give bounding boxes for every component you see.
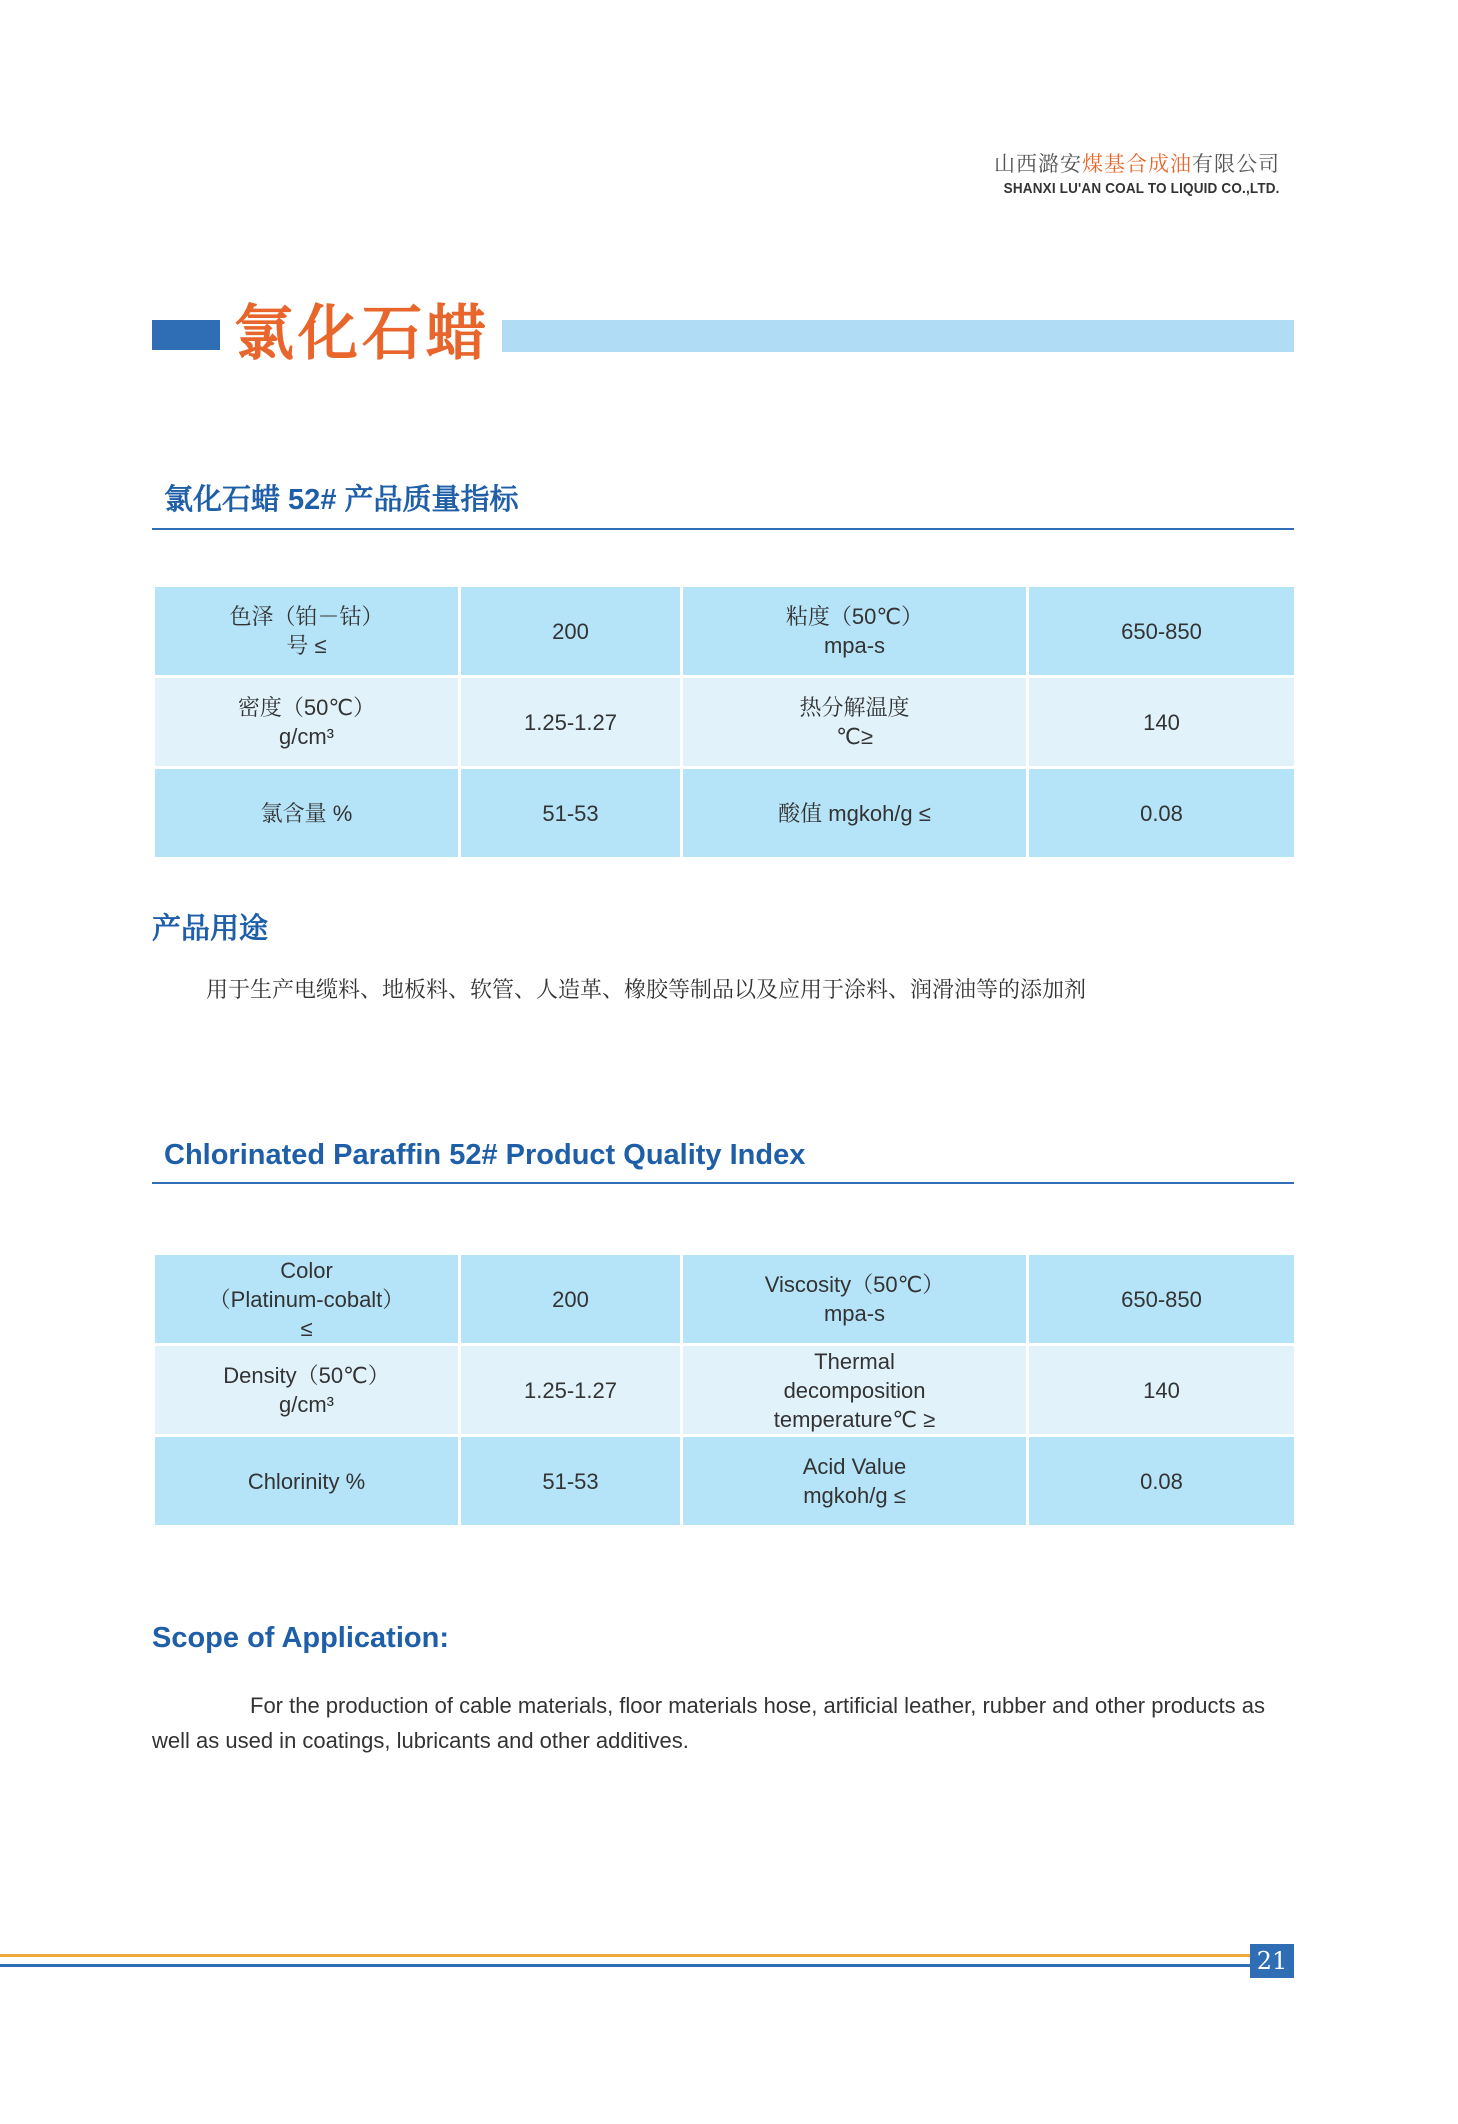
company-name-cn-accent: 煤基合成油 bbox=[1082, 153, 1192, 176]
table-row bbox=[154, 1254, 1296, 1345]
en-section-heading bbox=[152, 1128, 1294, 1184]
table-cell-label: Chlorinity % bbox=[154, 1436, 460, 1527]
company-name-en: SHANXI LU'AN COAL TO LIQUID CO.,LTD. bbox=[1004, 180, 1280, 197]
table-cell-label: Color （Platinum-cobalt） ≤ bbox=[154, 1254, 460, 1345]
cn-section-heading bbox=[152, 476, 1294, 530]
table-cell-value: 51-53 bbox=[460, 768, 682, 859]
page-number: 21 bbox=[1250, 1944, 1294, 1978]
table-cell-label: 密度（50℃） g/cm³ bbox=[154, 677, 460, 768]
title-left-decoration bbox=[152, 320, 220, 350]
footer-line-orange bbox=[0, 1954, 1250, 1957]
table-cell-value: 200 bbox=[460, 1254, 682, 1345]
table-cell-value: 1.25-1.27 bbox=[460, 677, 682, 768]
table-row bbox=[154, 677, 1296, 768]
company-name-cn-suffix: 有限公司 bbox=[1192, 153, 1280, 176]
table-row bbox=[154, 768, 1296, 859]
table-cell-value: 650-850 bbox=[1028, 1254, 1296, 1345]
table-cell-label: 酸值 mgkoh/g ≤ bbox=[682, 768, 1028, 859]
table-cell-label: Thermal decomposition temperature℃ ≥ bbox=[682, 1345, 1028, 1436]
table-row bbox=[154, 1436, 1296, 1527]
en-scope-text: For the production of cable materials, floor materials hose, artificial leather, rubber and other products as well as used in coatings, lubricants and other additives. bbox=[152, 1693, 1265, 1753]
cn-usage-text: 用于生产电缆料、地板料、软管、人造革、橡胶等制品以及应用于涂料、润滑油等的添加剂 bbox=[206, 977, 1087, 1002]
table-cell-value: 1.25-1.27 bbox=[460, 1345, 682, 1436]
company-name-cn bbox=[994, 148, 1280, 178]
en-spec-table bbox=[152, 1252, 1297, 1528]
title-right-decoration bbox=[502, 320, 1294, 352]
table-cell-value: 0.08 bbox=[1028, 1436, 1296, 1527]
table-cell-label: Acid Value mgkoh/g ≤ bbox=[682, 1436, 1028, 1527]
table-row bbox=[154, 586, 1296, 677]
table-cell-value: 140 bbox=[1028, 1345, 1296, 1436]
table-cell-label: 色泽（铂－钴） 号 ≤ bbox=[154, 586, 460, 677]
table-cell-label: Viscosity（50℃） mpa-s bbox=[682, 1254, 1028, 1345]
table-cell-value: 51-53 bbox=[460, 1436, 682, 1527]
table-cell-label: 粘度（50℃） mpa-s bbox=[682, 586, 1028, 677]
company-name-cn-prefix: 山西潞安 bbox=[994, 153, 1082, 176]
table-cell-label: Density（50℃） g/cm³ bbox=[154, 1345, 460, 1436]
table-cell-label: 氯含量 % bbox=[154, 768, 460, 859]
cn-section-heading-text: 氯化石蜡 52# 产品质量指标 bbox=[164, 484, 519, 516]
page-title: 氯化石蜡 bbox=[234, 299, 490, 369]
table-cell-value: 140 bbox=[1028, 677, 1296, 768]
en-scope-heading: Scope of Application: bbox=[152, 1622, 449, 1654]
table-cell-value: 0.08 bbox=[1028, 768, 1296, 859]
table-cell-value: 200 bbox=[460, 586, 682, 677]
table-cell-label: 热分解温度 ℃≥ bbox=[682, 677, 1028, 768]
table-cell-value: 650-850 bbox=[1028, 586, 1296, 677]
table-row bbox=[154, 1345, 1296, 1436]
cn-spec-table bbox=[152, 584, 1297, 860]
footer-line-blue bbox=[0, 1964, 1250, 1967]
cn-usage-heading: 产品用途 bbox=[152, 913, 269, 945]
en-section-heading-text: Chlorinated Paraffin 52# Product Quality Index bbox=[164, 1139, 806, 1171]
